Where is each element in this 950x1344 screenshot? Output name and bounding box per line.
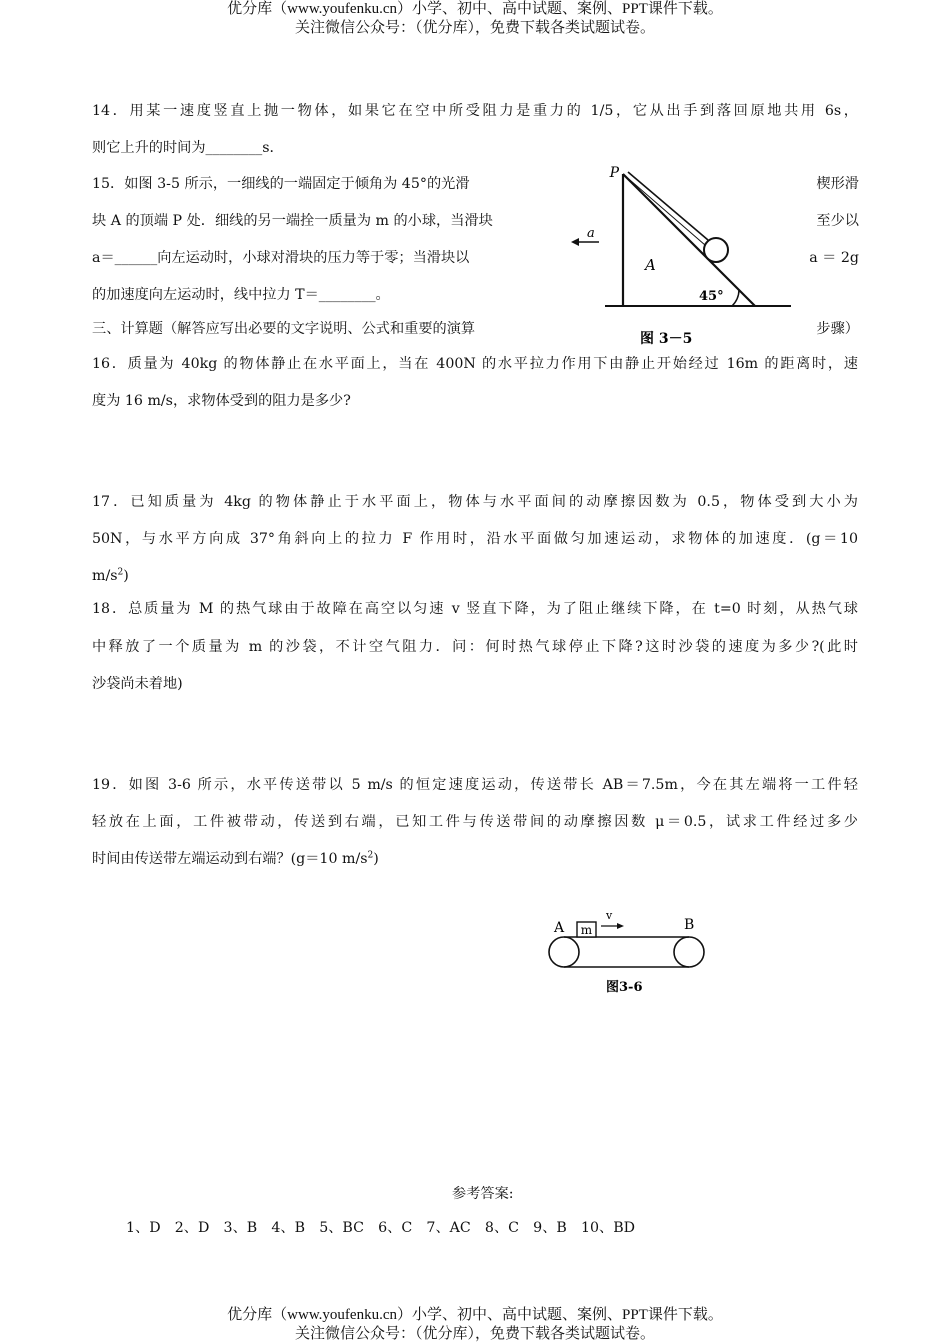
angle-label: 45° <box>699 289 724 304</box>
q16-line-1: 16．质量为 40kg 的物体静止在水平面上，当在 400N 的水平拉力作用下由静止开始经过 16m 的距离时，速 <box>92 356 858 372</box>
q19-paren-close: ) <box>373 851 379 867</box>
q17-unit-exponent: 2 <box>117 567 124 578</box>
ball <box>704 238 728 262</box>
label-b-end: B <box>684 917 695 933</box>
label-a-end: A <box>554 920 565 936</box>
label-m: m <box>580 923 593 937</box>
q16-line-2: 度为 16 m/s，求物体受到的阻力是多少? <box>92 393 351 409</box>
velocity-arrowhead <box>617 923 624 929</box>
q17-line-3 <box>92 566 129 586</box>
q15-line-3-left: a＝______向左运动时，小球对滑块的压力等于零；当滑块以 <box>92 250 470 266</box>
q19-line-1: 19．如图 3-6 所示，水平传送带以 5 m/s 的恒定速度运动，传送带长 AB＝7.5m，今在其左端将一工件轻 <box>92 777 858 793</box>
q15-line-1-right: 楔形滑 <box>816 176 859 192</box>
q17-paren-close: ) <box>123 568 129 584</box>
q17-unit: m/s <box>92 568 118 584</box>
q15-line-1-left: 15．如图 3-5 所示，一细线的一端固定于倾角为 45°的光滑 <box>92 176 470 192</box>
page-footer <box>0 1306 950 1344</box>
q19-line-3-text: 时间由传送带左端运动到右端？(g＝10 m/s <box>92 851 368 867</box>
q18-line-2: 中释放了一个质量为 m 的沙袋，不计空气阻力．问：何时热气球停止下降?这时沙袋的速度为多少?(此时 <box>92 639 858 655</box>
q19-line-3 <box>92 849 379 869</box>
q14-line-2: 则它上升的时间为________s． <box>92 140 284 156</box>
footer-line-1: 优分库（www.youfenku.cn）小学、初中、高中试题、案例、PPT课件下载。 <box>227 1307 723 1323</box>
q15-line-2-right: 至少以 <box>816 213 859 229</box>
answers-list: 1、D 2、D 3、B 4、B 5、BC 6、C 7、AC 8、C 9、B 10、BD <box>126 1220 636 1236</box>
angle-arc <box>732 290 739 306</box>
string-edge <box>623 174 705 245</box>
q18-line-1: 18．总质量为 M 的热气球由于故障在高空以匀速 v 竖直下降，为了阻止继续下降，在 t=0 时刻，从热气球 <box>92 601 858 617</box>
label-v: v <box>606 909 613 922</box>
label-block-a: A <box>645 256 656 274</box>
string <box>628 172 708 240</box>
q15-line-3-right: a ＝ 2g <box>809 250 859 266</box>
figure-3-5-caption: 图 3－5 <box>640 331 693 347</box>
label-p: P <box>609 165 619 181</box>
figure-3-6 <box>540 902 720 1002</box>
q15-line-2-left: 块 A 的顶端 P 处．细线的另一端拴一质量为 m 的小球，当滑块 <box>92 213 493 229</box>
wedge-incline <box>623 174 755 306</box>
figure-3-5 <box>565 160 805 350</box>
q19-unit-exponent: 2 <box>367 850 374 861</box>
label-a-vector: a <box>587 226 595 241</box>
q17-line-2: 50N，与水平方向成 37°角斜向上的拉力 F 作用时，沿水平面做匀加速运动，求物体的加速度．(g＝10 <box>92 531 858 547</box>
q17-line-1: 17．已知质量为 4kg 的物体静止于水平面上，物体与水平面间的动摩擦因数为 0.5，物体受到大小为 <box>92 494 858 510</box>
section-3-heading-end: 步骤） <box>816 321 859 337</box>
answers-title: 参考答案: <box>452 1186 514 1202</box>
q15-line-4: 的加速度向左运动时，线中拉力 T＝________。 <box>92 287 390 303</box>
header-line-1: 优分库（www.youfenku.cn）小学、初中、高中试题、案例、PPT课件下载。 <box>227 1 723 17</box>
q14-line-1: 14．用某一速度竖直上抛一物体，如果它在空中所受阻力是重力的 1/5，它从出手到落回原地共用 6s， <box>92 103 858 119</box>
page-header <box>0 0 950 38</box>
figure-3-6-caption: 图3-6 <box>606 980 643 995</box>
right-pulley <box>674 937 704 967</box>
left-pulley <box>549 937 579 967</box>
header-line-2: 关注微信公众号：（优分库），免费下载各类试题试卷。 <box>294 20 655 36</box>
footer-line-2: 关注微信公众号：（优分库），免费下载各类试题试卷。 <box>294 1326 655 1342</box>
q18-line-3: 沙袋尚未着地) <box>92 676 183 692</box>
acceleration-arrowhead <box>571 238 579 246</box>
q19-line-2: 轻放在上面，工件被带动，传送到右端，已知工件与传送带间的动摩擦因数 μ＝0.5，试求工件经过多少 <box>92 814 858 830</box>
section-3-heading: 三、计算题（解答应写出必要的文字说明、公式和重要的演算 <box>92 321 476 337</box>
